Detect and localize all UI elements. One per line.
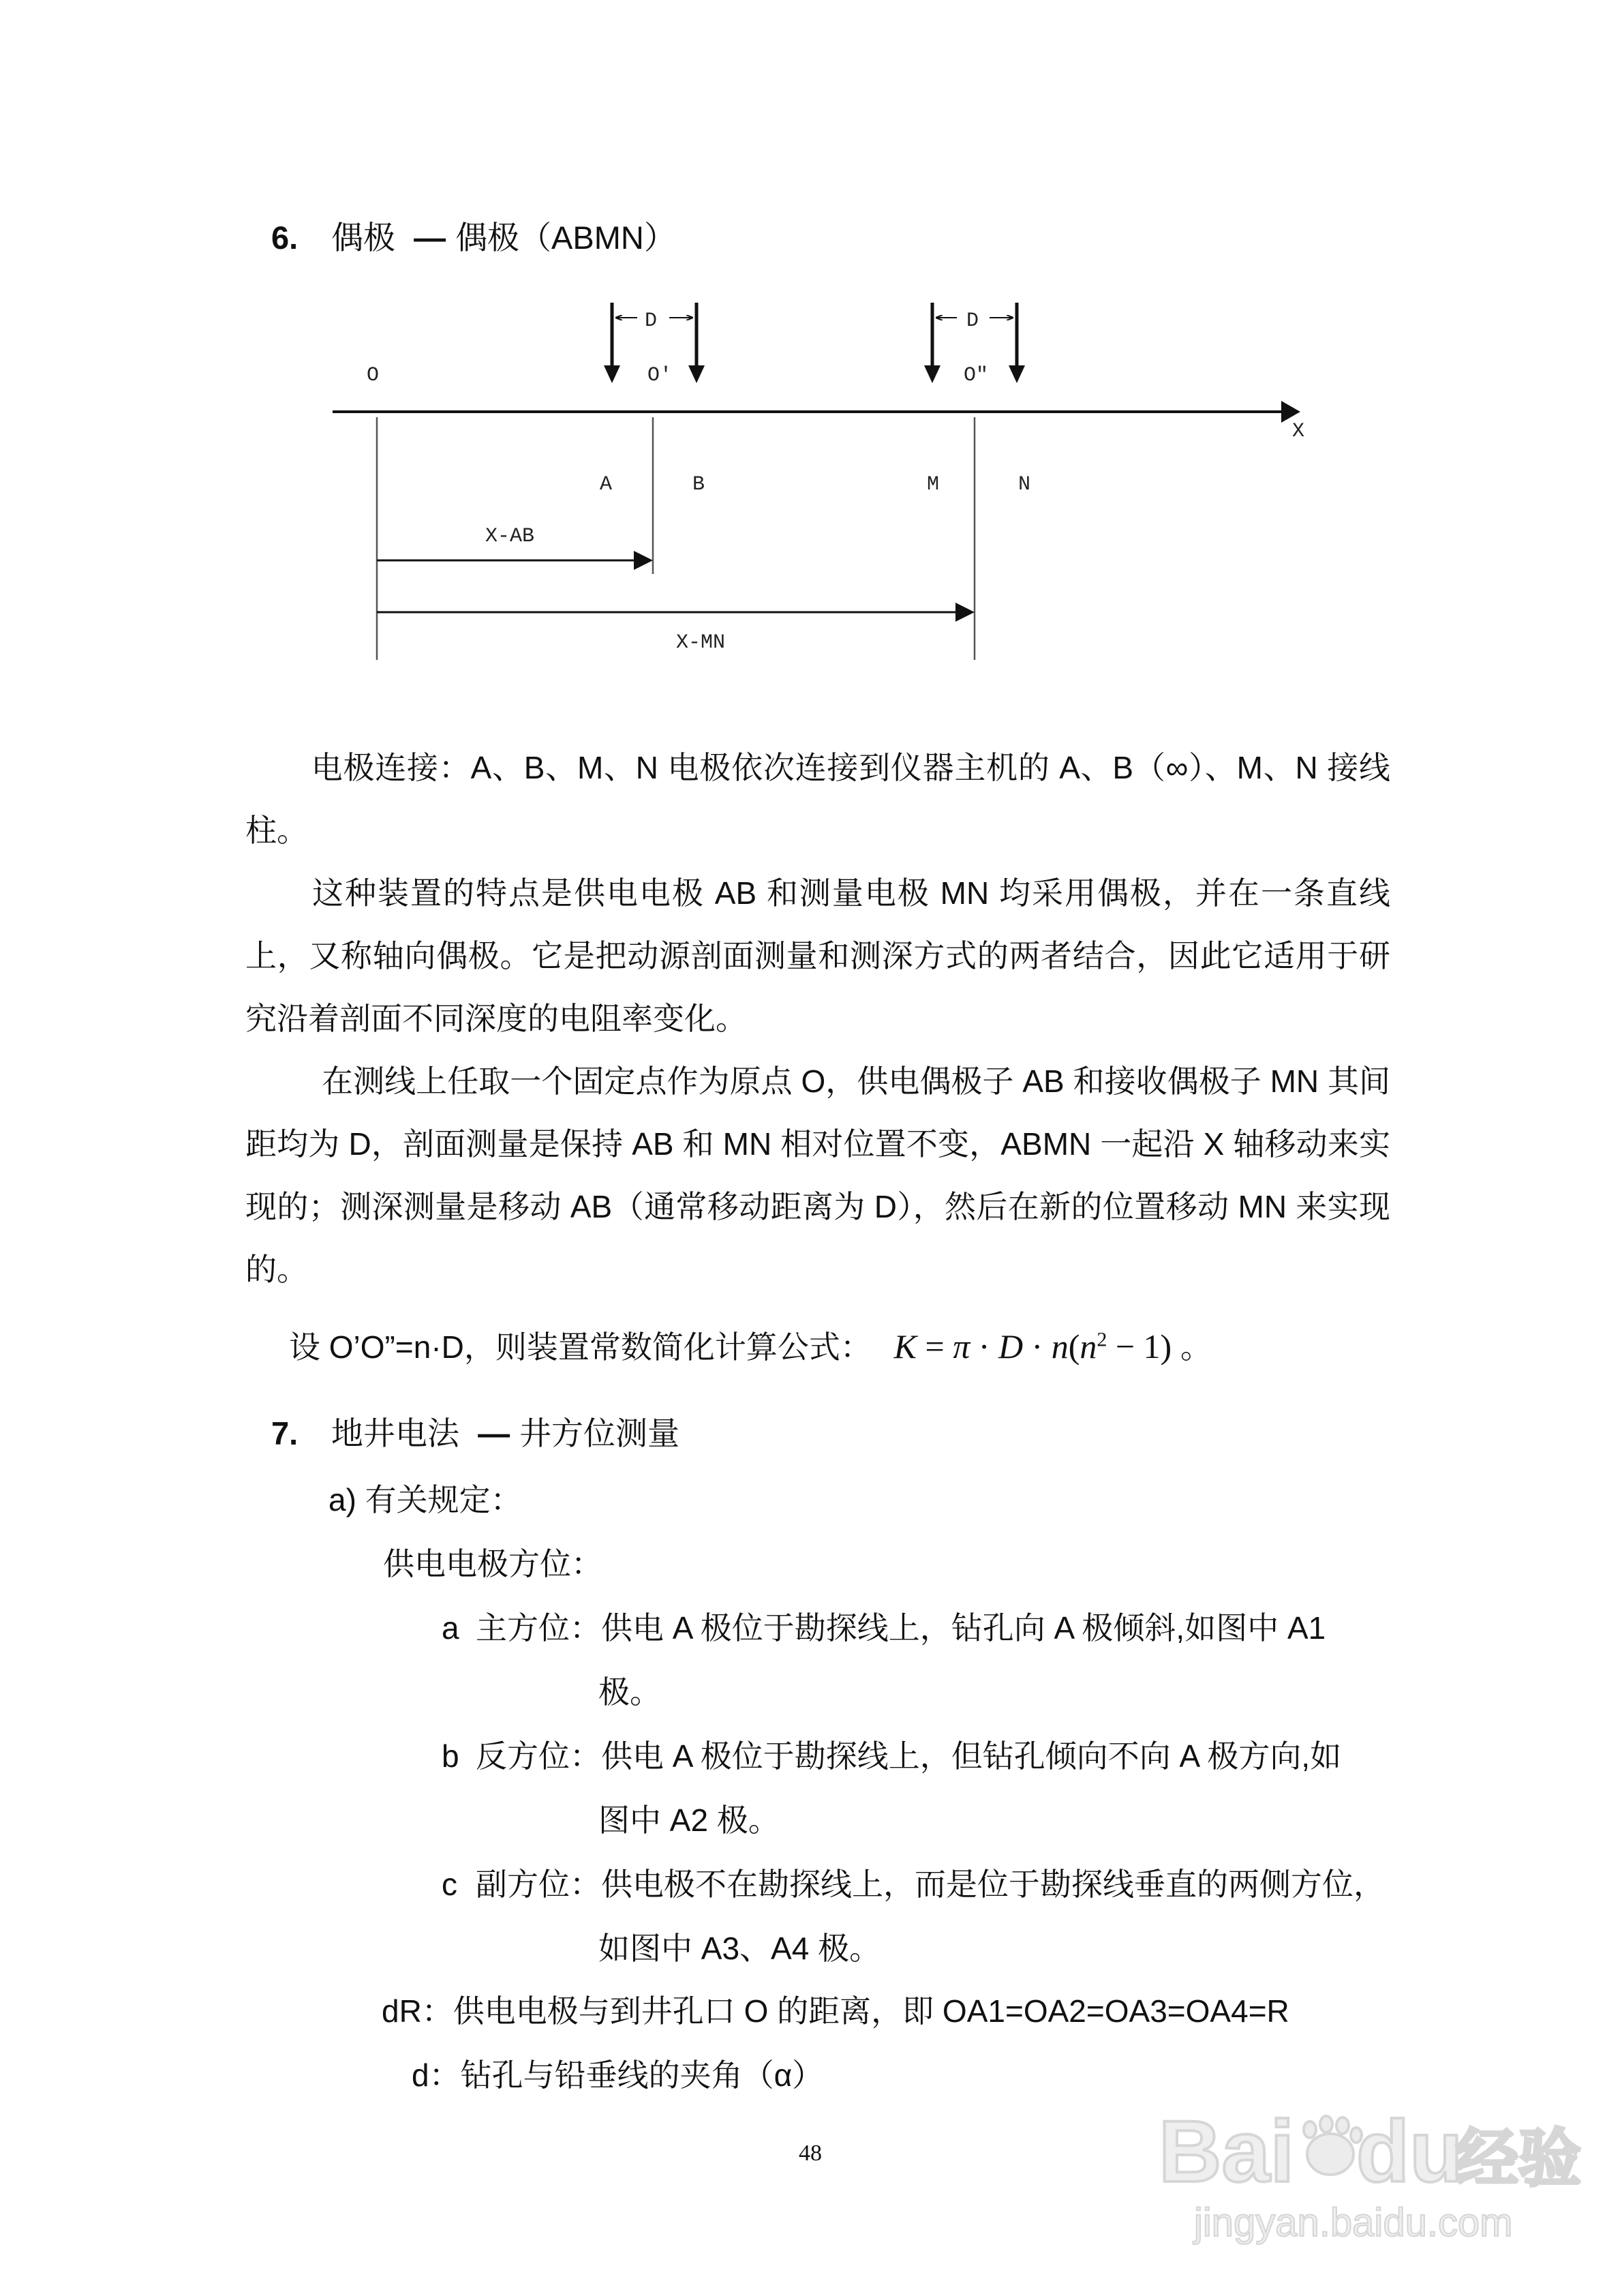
electrode-arrow-n [1009, 303, 1025, 383]
dipole-diagram [0, 0, 1622, 682]
list-marker: b [442, 1738, 459, 1774]
formula-prefix: 设 O’O”=n·D，则装置常数简化计算公式： [289, 1329, 872, 1365]
watermark-logo [1152, 2100, 1588, 2263]
supply-electrode-label: 供电电极方位： [383, 1546, 602, 1582]
list-line1: 副方位：供电极不在勘探线上，而是位于勘探线垂直的两侧方位， [476, 1867, 1385, 1902]
watermark-url: jingyan.baidu.com [1194, 2201, 1513, 2245]
list-marker: a [442, 1610, 459, 1646]
label-x-mn: X-MN [676, 631, 726, 654]
dr-definition: dR：供电电极与到井孔口 O 的距离，即 OA1=OA2=OA3=OA4=R [382, 1993, 1289, 2029]
watermark-brand-2: du [1356, 2103, 1463, 2201]
label-o-double-prime: O″ [964, 364, 989, 387]
section-number: 7. [271, 1415, 299, 1451]
section-title-b: 偶极（ABMN） [455, 220, 676, 256]
list-marker: c [442, 1867, 457, 1902]
list-item-main [442, 1603, 1326, 1648]
label-a: A [600, 473, 613, 496]
feature-text: 这种装置的特点是供电电极 AB 和测量电极 MN 均采用偶极，并在一条直线上，又称轴向偶极。它是把动源剖面测量和测深方式的两者结合，因此它适用于研究沿着剖面不同深度的电阻率变化。 [245, 875, 1390, 1036]
baidu-watermark [1152, 2100, 1588, 2263]
method-paragraph [245, 1050, 1390, 1301]
section-title-a: 地井电法 [331, 1415, 459, 1451]
list-line1: 反方位：供电 A 极位于勘探线上，但钻孔倾向不向 A 极方向,如 [476, 1738, 1342, 1774]
label-x-ab: X-AB [485, 525, 535, 548]
electrode-arrow-b [688, 303, 705, 383]
list-item-reverse [442, 1732, 1341, 1777]
label-x-axis: X [1292, 420, 1305, 443]
label-b: B [692, 473, 705, 496]
label-origin: O [367, 364, 380, 387]
method-text: 在测线上任取一个固定点作为原点 O，供电偶极子 AB 和接收偶极子 MN 其间距均为 D，剖面测量是保持 AB 和 MN 相对位置不变，ABMN 一起沿 X 轴移动来实现的；测深测量是移动 AB（通常移动距离为 D），然后在新的位置移动 MN 来实现的。 [245, 1063, 1390, 1287]
section-title-a: 偶极 [331, 220, 395, 256]
list-item-secondary [442, 1860, 1385, 1905]
paw-icon [1304, 2116, 1362, 2175]
section-number: 6. [271, 220, 299, 256]
label-m: M [927, 473, 940, 496]
connection-paragraph [245, 736, 1390, 862]
electrode-arrow-a [604, 303, 620, 383]
page-number: 48 [799, 2141, 822, 2166]
label-d2: D [966, 309, 979, 333]
connection-lead: 电极连接： [311, 750, 471, 785]
label-d1: D [645, 309, 658, 333]
section-dash: — [414, 220, 446, 256]
formula-suffix: 。 [1180, 1329, 1212, 1365]
electrode-arrow-m [924, 303, 940, 383]
d-definition: d：钻孔与铅垂线的夹角（α） [412, 2057, 824, 2093]
section-title-b: 井方位测量 [519, 1415, 680, 1451]
list-item-secondary-cont: 如图中 A3、A4 极。 [598, 1931, 881, 1966]
formula-line [289, 1323, 1212, 1368]
list-line1: 主方位：供电 A 极位于勘探线上，钻孔向 A 极倾斜,如图中 A1 [476, 1610, 1326, 1646]
section-dash: — [478, 1415, 510, 1451]
watermark-cn: 经验 [1456, 2124, 1582, 2194]
section-7-heading [271, 1408, 679, 1454]
watermark-brand: Bai [1159, 2103, 1295, 2201]
device-constant-formula: $K = \pi \cdot D \cdot n(n^2 - 1)$ [893, 1327, 1172, 1365]
x-mn-arrowhead [955, 603, 975, 622]
label-n: N [1018, 473, 1031, 496]
x-ab-arrowhead [634, 551, 653, 570]
feature-paragraph [245, 862, 1390, 1050]
item-a-label: a) 有关规定： [328, 1482, 522, 1517]
list-item-reverse-cont: 图中 A2 极。 [598, 1802, 780, 1838]
label-o-prime: O′ [647, 364, 673, 387]
connection-text: A、B、M、N 电极依次连接到仪器主机的 A、B（∞）、M、N 接线柱。 [245, 750, 1391, 848]
list-item-main-cont: 极。 [598, 1674, 661, 1710]
